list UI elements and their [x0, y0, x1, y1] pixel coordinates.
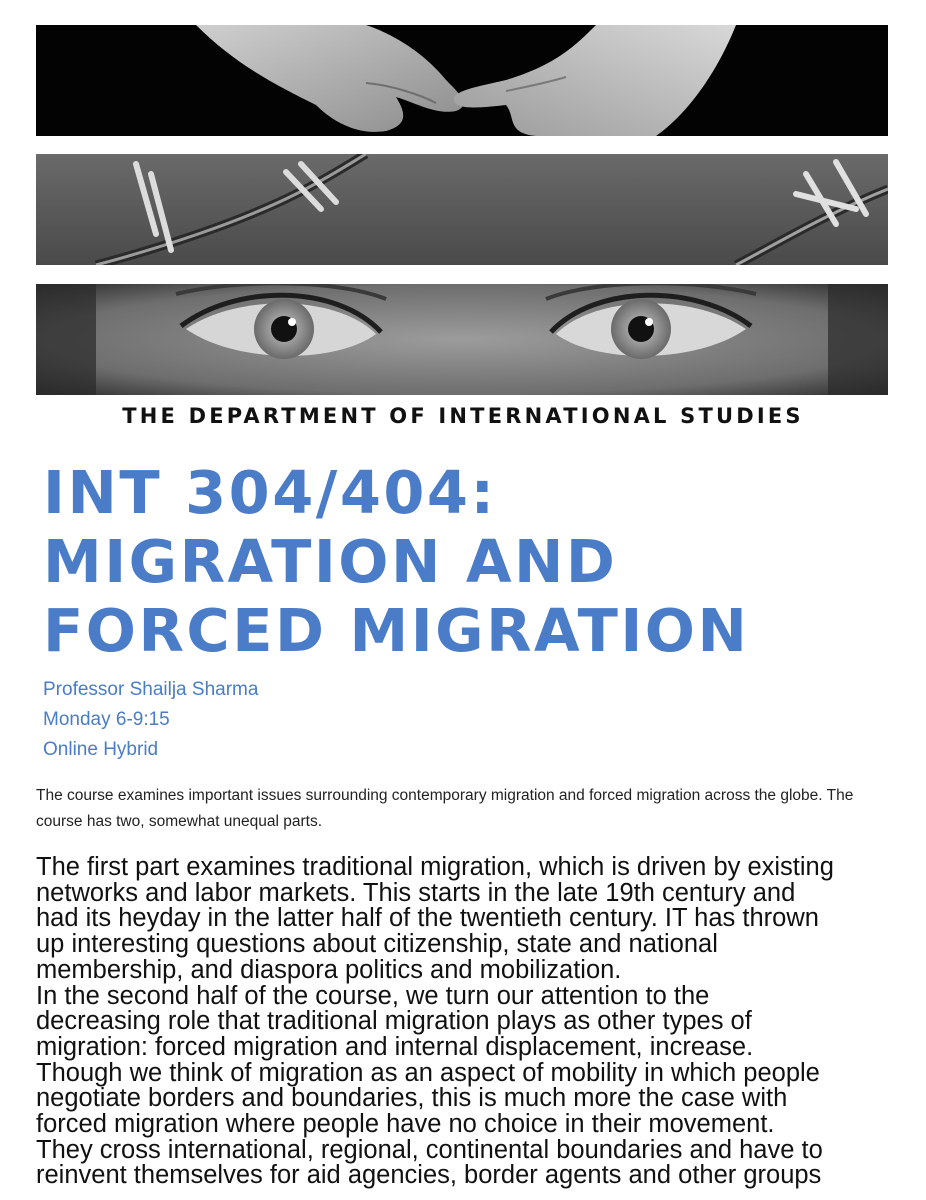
- text-line: networks and labor markets. This starts in the late 19th century and: [36, 878, 796, 907]
- text-line: In the second half of the course, we turn our attention to the: [36, 981, 710, 1010]
- hands-photo-strip: [36, 25, 888, 136]
- text-line: reinvent themselves for aid agencies, border agents and other groups: [36, 1161, 822, 1190]
- course-title-line: INT 304/404:: [43, 458, 497, 527]
- professor-name: Professor Shailja Sharma: [43, 679, 259, 700]
- barbed-wire-image: [36, 154, 888, 265]
- text-line: up interesting questions about citizenship, state and national: [36, 930, 718, 959]
- text-line: negotiate borders and boundaries, this is much more the case with: [36, 1084, 788, 1113]
- text-line: had its heyday in the latter half of the twentieth century. IT has thrown: [36, 904, 819, 933]
- course-title-line: MIGRATION AND: [43, 527, 618, 596]
- course-description: [36, 855, 891, 1189]
- text-line: forced migration where people have no choice in their movement.: [36, 1110, 775, 1139]
- eyes-image: [36, 284, 888, 395]
- course-title-line: FORCED MIGRATION: [43, 596, 750, 665]
- barbed-wire-photo-strip: [36, 154, 888, 265]
- class-format: Online Hybrid: [43, 739, 159, 760]
- text-line: They cross international, regional, continental boundaries and have to: [36, 1135, 823, 1164]
- text-line: The first part examines traditional migration, which is driven by existing: [36, 853, 834, 881]
- department-heading: THE DEPARTMENT OF INTERNATIONAL STUDIES: [122, 404, 804, 428]
- hands-image: [36, 25, 888, 136]
- course-intro: The course examines important issues surrounding contemporary migration and forced migration across the globe. The course has two, somewhat unequal parts.: [36, 787, 854, 830]
- course-title: [43, 458, 903, 665]
- class-schedule: Monday 6-9:15: [43, 709, 170, 730]
- text-line: membership, and diaspora politics and mobilization.: [36, 955, 622, 984]
- eyes-photo-strip: [36, 284, 888, 395]
- part-two-paragraph: [36, 981, 891, 1190]
- text-line: Though we think of migration as an aspect of mobility in which people: [36, 1058, 820, 1087]
- text-line: migration: forced migration and internal displacement, increase.: [36, 1032, 754, 1061]
- part-one-paragraph: [36, 855, 891, 984]
- course-details: [43, 675, 258, 765]
- text-line: decreasing role that traditional migration plays as other types of: [36, 1007, 752, 1036]
